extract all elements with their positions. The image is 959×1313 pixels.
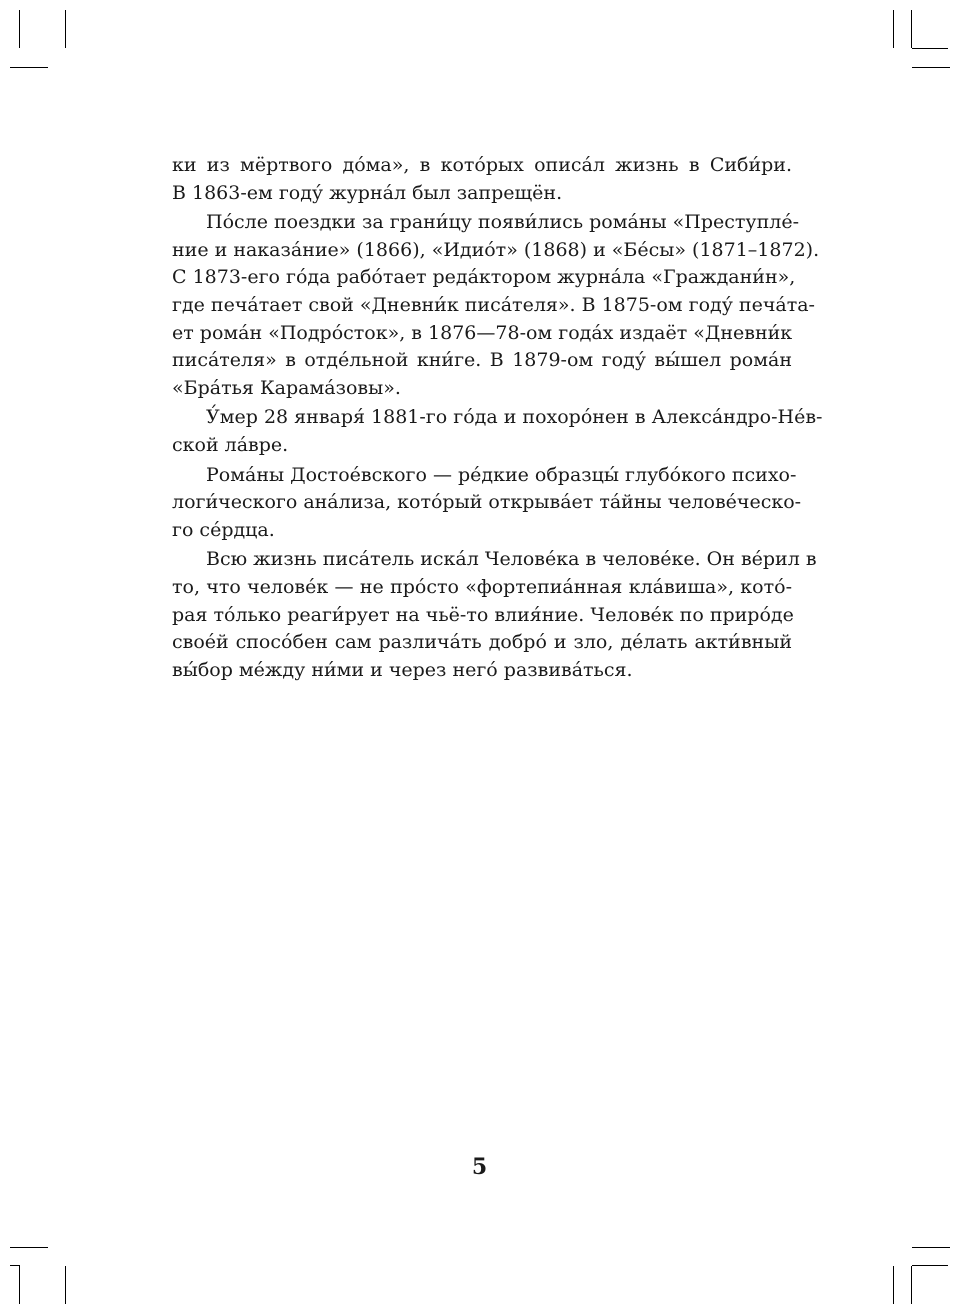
text-line: Рома́ны Достое́вского — ре́дкие образцы́ глубо́кого психо-	[206, 463, 797, 486]
crop-mark-bottom-right-horizontal	[912, 1247, 950, 1248]
crop-mark-bottom-right-vertical-inner	[893, 1266, 894, 1304]
text-line: логи́ческого ана́лиза, кото́рый открыва́ет та́йны челове́ческо-	[172, 491, 802, 514]
text-line: где печа́тает свой «Дневни́к писа́теля». В 1875-ом году́ печа́та-	[172, 293, 815, 316]
crop-mark-bottom-left-vertical-outer	[19, 1266, 20, 1304]
text-line: Всю жизнь писа́тель иска́л Челове́ка в челове́ке. Он ве́рил в	[206, 548, 817, 571]
crop-mark-top-left-vertical-inner	[65, 10, 66, 48]
paragraph	[172, 152, 792, 207]
text-line: ской ла́вре.	[172, 433, 289, 456]
crop-mark-top-left-vertical-outer	[19, 10, 20, 48]
crop-mark-bottom-left-horizontal	[10, 1247, 48, 1248]
text-line: По́сле поездки за грани́цу появи́лись рома́ны «Преступле́-	[206, 211, 799, 234]
crop-mark-top-right-vertical-outer	[911, 10, 912, 48]
paragraph	[172, 404, 823, 459]
text-line: С 1873-его го́да рабо́тает реда́ктором журна́ла «Граждани́н»,	[172, 266, 796, 289]
crop-mark-bottom-right-horizontal-short	[912, 1265, 948, 1266]
body-text	[172, 152, 823, 684]
text-line: «Бра́тья Карама́зовы».	[172, 376, 401, 399]
text-line: то, что челове́к — не про́сто «фортепиа́нная кла́виша», кото́-	[172, 575, 792, 598]
crop-mark-bottom-right-vertical-outer	[911, 1266, 912, 1304]
text-line: писа́теля» в отде́льной кни́ге. В 1879-ом году́ вы́шел рома́н	[172, 349, 792, 372]
paragraph	[172, 209, 820, 402]
text-line: свое́й спосо́бен сам различа́ть добро́ и зло, де́лать акти́вный	[172, 631, 792, 654]
crop-mark-bottom-left-horizontal-short	[10, 1265, 20, 1266]
paragraph	[172, 546, 817, 684]
text-line: В 1863-ем году́ журна́л был запрещён.	[172, 181, 563, 204]
crop-mark-top-right-vertical-inner	[893, 10, 894, 48]
text-line: У́мер 28 января́ 1881-го го́да и похоро́нен в Алекса́ндро-Не́в-	[206, 406, 823, 429]
text-line: вы́бор ме́жду ни́ми и через него́ развива́ться.	[172, 658, 633, 681]
crop-mark-top-left-horizontal	[10, 67, 48, 68]
text-line: ние и наказа́ние» (1866), «Идио́т» (1868) и «Бе́сы» (1871–1872).	[172, 238, 820, 261]
text-line: го се́рдца.	[172, 518, 275, 541]
text-line: ет рома́н «Подро́сток», в 1876—78-ом года́х издаёт «Дневни́к	[172, 321, 793, 344]
crop-mark-top-right-horizontal-short	[912, 48, 948, 49]
crop-mark-bottom-left-vertical-inner	[65, 1266, 66, 1304]
crop-mark-top-right-horizontal	[912, 67, 950, 68]
paragraph	[172, 462, 802, 545]
page-number: 5	[471, 1154, 488, 1180]
text-line: рая то́лько реаги́рует на чьё-то влия́ние. Челове́к по приро́де	[172, 603, 794, 626]
text-line: ки из мёртвого до́ма», в кото́рых описа́л жизнь в Сиби́ри.	[172, 154, 792, 176]
